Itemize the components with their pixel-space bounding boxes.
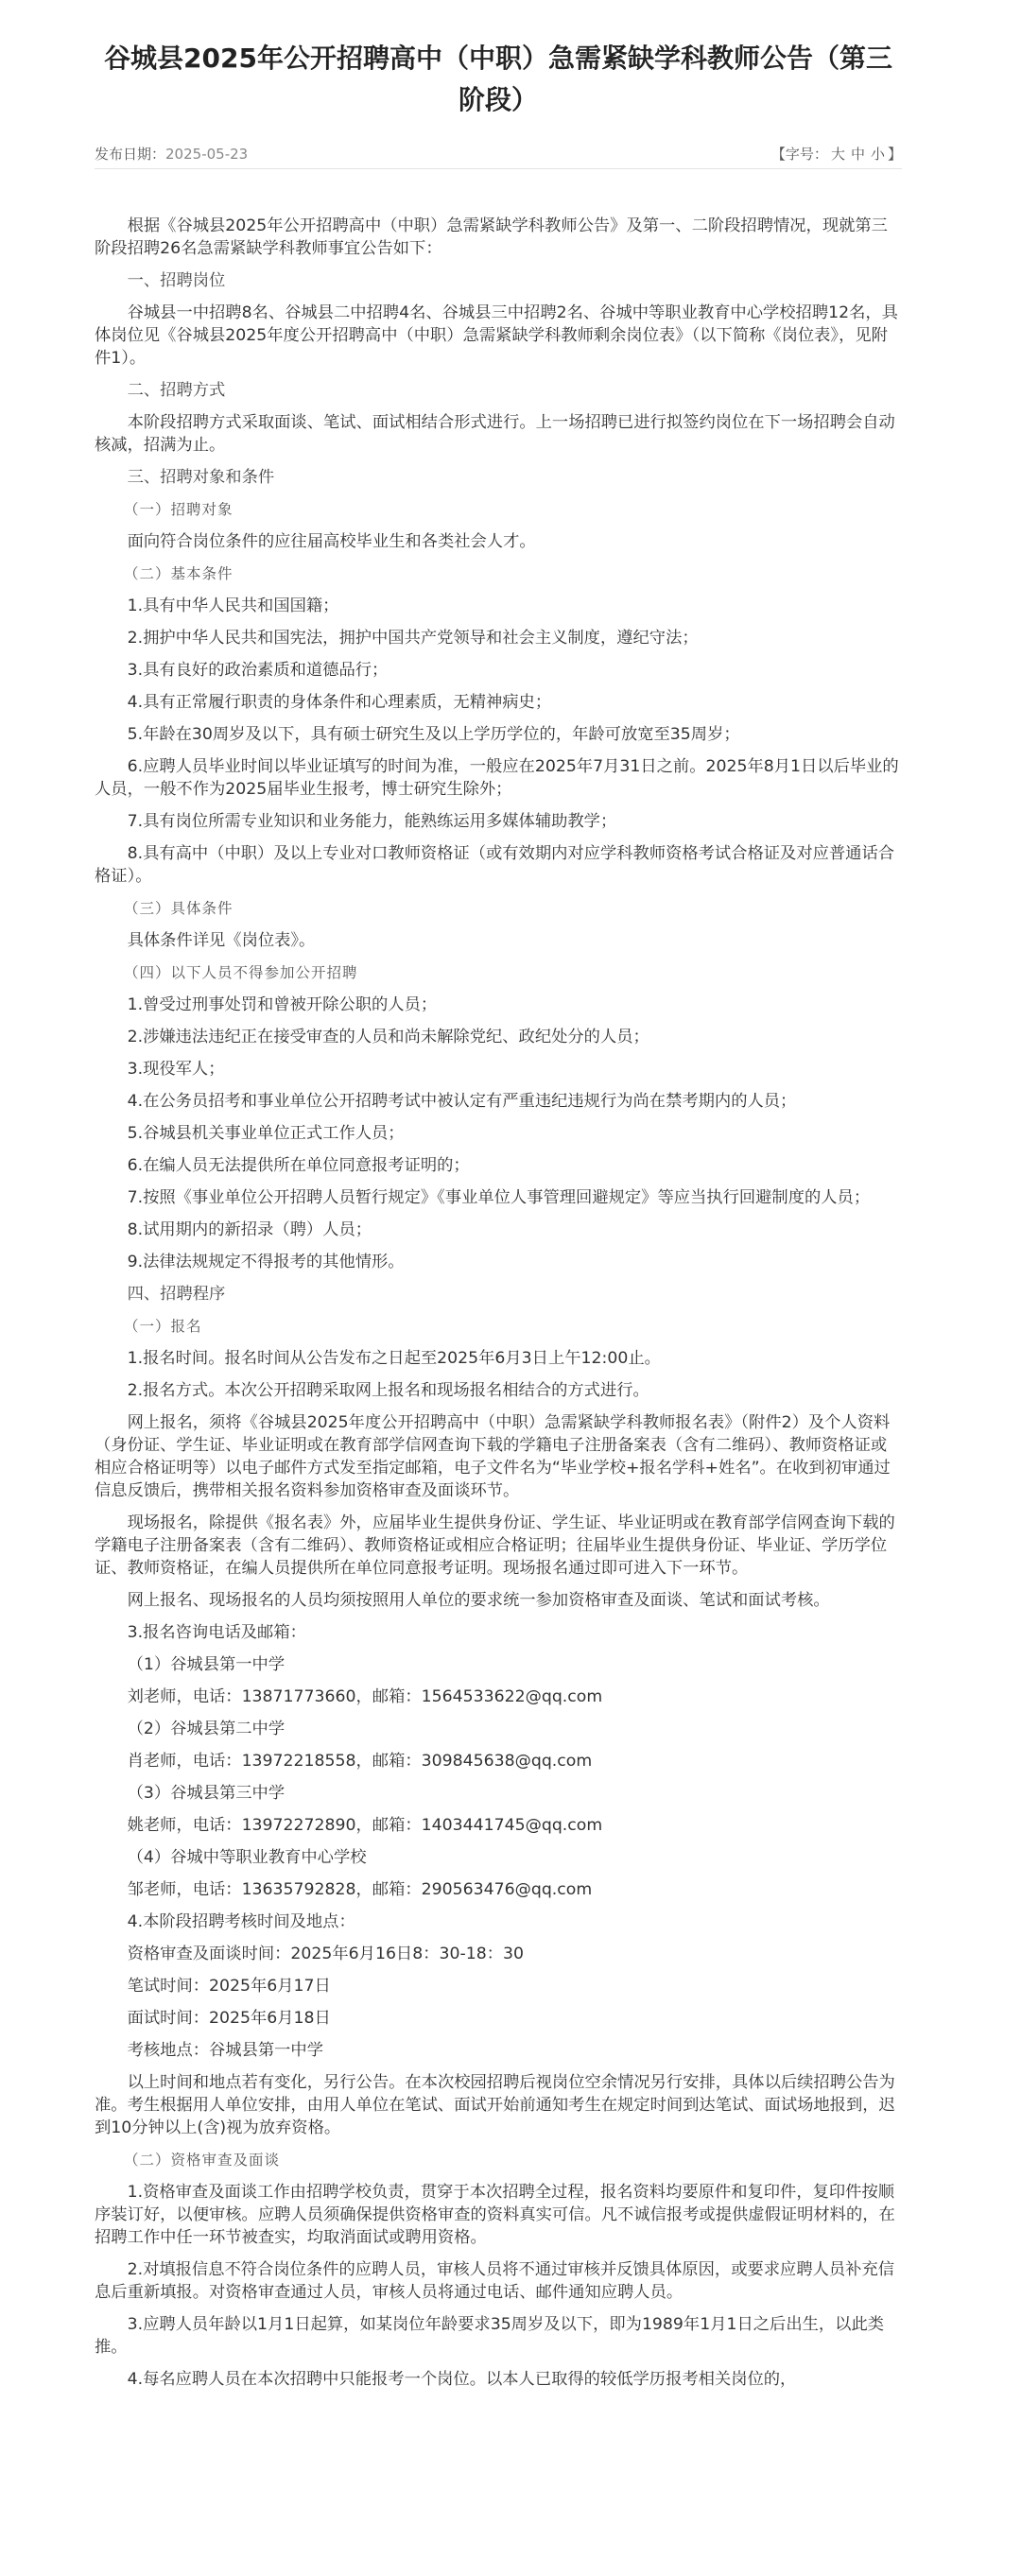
- font-size-label: 【字号：: [770, 146, 828, 163]
- article-paragraph: 1.曾受过刑事处罚和曾被开除公职的人员；: [127, 995, 438, 1014]
- article-paragraph: 8.具有高中（中职）及以上专业对口教师资格证（或有效期内对应学科教师资格考试合格证及对应普通话合格证）。: [95, 844, 895, 886]
- subsection-heading: （四）以下人员不得参加公开招聘: [124, 964, 358, 981]
- article-paragraph: 考核地点：谷城县第一中学: [127, 2041, 323, 2060]
- article-paragraph: 邹老师，电话：13635792828，邮箱：290563476@qq.com: [127, 1880, 593, 1899]
- section-heading: 四、招聘程序: [127, 1285, 226, 1304]
- article-paragraph: 网上报名，须将《谷城县2025年度公开招聘高中（中职）急需紧缺学科教师报名表》（附件2）及个人资料（身份证、学生证、毕业证明或在教育部学信网查询下载的学籍电子注册备案表（含有二维码）、教师资格证或相应合格证明等）以电子邮件方式发至指定邮箱，电子文件名为“毕业学校+报名学科+姓名”。在收到初审通过信息反馈后，携带相关报名资料参加资格审查及面谈环节。: [95, 1413, 891, 1500]
- article-paragraph: 面向符合岗位条件的应往届高校毕业生和各类社会人才。: [127, 532, 536, 551]
- article-paragraph: 谷城县一中招聘8名、谷城县二中招聘4名、谷城县三中招聘2名、谷城中等职业教育中心学校招聘12名，具体岗位见《谷城县2025年度公开招聘高中（中职）急需紧缺学科教师剩余岗位表》（以下简称《岗位表》，见附件1）。: [95, 303, 898, 368]
- article-paragraph: 2.涉嫌违法违纪正在接受审查的人员和尚未解除党纪、政纪处分的人员；: [127, 1028, 649, 1046]
- article-paragraph: 刘老师，电话：13871773660，邮箱：1564533622@qq.com: [127, 1687, 603, 1706]
- font-size-medium-button[interactable]: 中: [850, 146, 865, 163]
- article-paragraph: 5.年龄在30周岁及以下，具有硕士研究生及以上学历学位的，年龄可放宽至35周岁；: [127, 725, 740, 744]
- article-paragraph: 1.资格审查及面谈工作由招聘学校负责，贯穿于本次招聘全过程，报名资料均要原件和复印件，复印件按顺序装订好，以便审核。应聘人员须确保提供资格审查的资料真实可信。凡不诚信报考或提供虚假证明材料的，在招聘工作中任一环节被查实，均取消面试或聘用资格。: [95, 2183, 895, 2247]
- article-paragraph: 2.拥护中华人民共和国宪法，拥护中国共产党领导和社会主义制度，遵纪守法；: [127, 629, 699, 648]
- article-paragraph: （1）谷城县第一中学: [127, 1655, 286, 1674]
- intro-paragraph: 根据《谷城县2025年公开招聘高中（中职）急需紧缺学科教师公告》及第一、二阶段招聘情况，现就第三阶段招聘26名急需紧缺学科教师事宜公告如下：: [95, 216, 888, 258]
- article-paragraph: 以上时间和地点若有变化，另行公告。在本次校园招聘后视岗位空余情况另行安排，具体以后续招聘公告为准。考生根据用人单位安排，由用人单位在笔试、面试开始前通知考生在规定时间到达笔试、面试场地报到，迟到10分钟以上(含)视为放弃资格。: [95, 2073, 895, 2137]
- article-paragraph: 2.对填报信息不符合岗位条件的应聘人员，审核人员将不通过审核并反馈具体原因，或要求应聘人员补充信息后重新填报。对资格审查通过人员，审核人员将通过电话、邮件通知应聘人员。: [95, 2260, 895, 2302]
- article-body: [95, 215, 902, 2391]
- article-paragraph: 1.报名时间。报名时间从公告发布之日起至2025年6月3日上午12:00止。: [127, 1349, 661, 1368]
- article-meta-bar: [95, 140, 902, 169]
- article-paragraph: 7.具有岗位所需专业知识和业务能力，能熟练运用多媒体辅助教学；: [127, 812, 617, 831]
- subsection-heading: （二）基本条件: [124, 565, 234, 582]
- subsection-heading: （一）招聘对象: [124, 501, 234, 518]
- article-paragraph: 1.具有中华人民共和国国籍；: [127, 596, 339, 615]
- subsection-heading: （三）具体条件: [124, 900, 234, 917]
- article-paragraph: 肖老师，电话：13972218558，邮箱：309845638@qq.com: [127, 1752, 593, 1771]
- article-paragraph: 3.具有良好的政治素质和道德品行；: [127, 661, 389, 680]
- section-heading: 三、招聘对象和条件: [127, 468, 275, 487]
- article-paragraph: 2.报名方式。本次公开招聘采取网上报名和现场报名相结合的方式进行。: [127, 1381, 649, 1400]
- publish-date-label: 发布日期：: [95, 146, 166, 163]
- article-paragraph: 6.应聘人员毕业时间以毕业证填写的时间为准，一般应在2025年7月31日之前。2025年8月1日以后毕业的人员，一般不作为2025届毕业生报考，博士研究生除外；: [95, 757, 899, 799]
- article-paragraph: 3.报名咨询电话及邮箱：: [127, 1623, 306, 1642]
- section-heading: 一、招聘岗位: [127, 271, 226, 290]
- article-paragraph: 9.法律法规规定不得报考的其他情形。: [127, 1253, 405, 1271]
- article-paragraph: 4.每名应聘人员在本次招聘中只能报考一个岗位。以本人已取得的较低学历报考相关岗位的，: [127, 2370, 797, 2389]
- article-paragraph: 6.在编人员无法提供所在单位同意报考证明的；: [127, 1156, 470, 1175]
- article-paragraph: 8.试用期内的新招录（聘）人员；: [127, 1220, 372, 1239]
- article-paragraph: （2）谷城县第二中学: [127, 1720, 286, 1738]
- section-heading: 二、招聘方式: [127, 381, 226, 400]
- article-page: [95, 0, 902, 2400]
- publish-date: 2025-05-23: [165, 146, 249, 163]
- article-paragraph: 3.现役军人；: [127, 1060, 225, 1079]
- article-paragraph: 7.按照《事业单位公开招聘人员暂行规定》《事业单位人事管理回避规定》等应当执行回避制度的人员；: [127, 1188, 871, 1207]
- article-paragraph: 现场报名，除提供《报名表》外，应届毕业生提供身份证、学生证、毕业证明或在教育部学信网查询下载的学籍电子注册备案表（含有二维码）、教师资格证或相应合格证明；往届毕业生提供身份证、毕业证、学历学位证、教师资格证，在编人员提供所在单位同意报考证明。现场报名通过即可进入下一环节。: [95, 1513, 895, 1578]
- article-paragraph: 4.在公务员招考和事业单位公开招聘考试中被认定有严重违纪违规行为尚在禁考期内的人员；: [127, 1092, 797, 1111]
- article-paragraph: （4）谷城中等职业教育中心学校: [127, 1848, 367, 1867]
- article-paragraph: 本阶段招聘方式采取面谈、笔试、面试相结合形式进行。上一场招聘已进行拟签约岗位在下一场招聘会自动核减，招满为止。: [95, 413, 895, 455]
- article-paragraph: 3.应聘人员年龄以1月1日起算，如某岗位年龄要求35周岁及以下，即为1989年1月1日之后出生，以此类推。: [95, 2315, 885, 2357]
- article-paragraph: 笔试时间：2025年6月17日: [127, 1977, 331, 1996]
- article-title: 谷城县2025年公开招聘高中（中职）急需紧缺学科教师公告（第三阶段）: [104, 43, 892, 115]
- article-paragraph: （3）谷城县第三中学: [127, 1784, 286, 1803]
- font-size-small-button[interactable]: 小: [870, 146, 885, 163]
- font-size-switcher: [771, 140, 902, 168]
- font-size-bracket-close: 】: [887, 146, 902, 163]
- article-paragraph: 具体条件详见《岗位表》。: [127, 931, 316, 950]
- subsection-heading: （一）报名: [124, 1318, 202, 1335]
- article-paragraph: 5.谷城县机关事业单位正式工作人员；: [127, 1124, 405, 1143]
- article-paragraph: 4.本阶段招聘考核时间及地点：: [127, 1912, 355, 1931]
- font-size-large-button[interactable]: 大: [830, 146, 845, 163]
- article-paragraph: 面试时间：2025年6月18日: [127, 2009, 331, 2028]
- subsection-heading: （二）资格审查及面谈: [124, 2152, 281, 2169]
- article-paragraph: 姚老师，电话：13972272890，邮箱：1403441745@qq.com: [127, 1816, 603, 1835]
- article-paragraph: 网上报名、现场报名的人员均须按照用人单位的要求统一参加资格审查及面谈、笔试和面试考核。: [127, 1591, 830, 1610]
- article-paragraph: 资格审查及面谈时间：2025年6月16日8：30-18：30: [127, 1945, 524, 1963]
- article-paragraph: 4.具有正常履行职责的身体条件和心理素质，无精神病史；: [127, 693, 552, 712]
